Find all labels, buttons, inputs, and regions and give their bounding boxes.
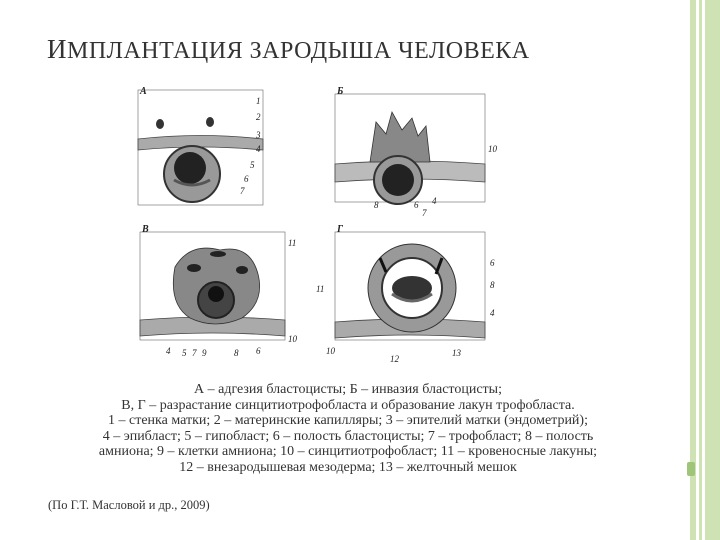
figure-caption: [38, 382, 658, 475]
panel-a-label: 3: [256, 130, 261, 140]
caption-line: А – адгезия бластоцисты; Б – инвазия бластоцисты;: [194, 382, 502, 397]
caption-line: 4 – эпибласт; 5 – гипобласт; 6 – полость бластоцисты; 7 – трофобласт; 8 – полость: [102, 428, 594, 444]
title-rest: МПЛАНТАЦИЯ ЗАРОДЫША ЧЕЛОВЕКА: [67, 38, 530, 64]
panel-a-label: 6: [244, 174, 249, 184]
panel-g-label: 4: [490, 308, 495, 318]
panel-g-label: 10: [326, 346, 335, 356]
panel-b-label: 7: [422, 208, 427, 218]
implantation-diagram: [130, 82, 520, 362]
panel-a-letter: А: [140, 86, 147, 97]
implantation-figure: [130, 82, 520, 362]
panel-b: [335, 94, 485, 204]
panel-b-letter: Б: [337, 86, 344, 97]
panel-a-label: 4: [256, 144, 261, 154]
panel-v-label: 10: [288, 334, 297, 344]
panel-v-letter: В: [142, 224, 149, 235]
panel-v-label: 9: [202, 348, 207, 358]
figure-source: (По Г.Т. Масловой и др., 2009): [48, 498, 210, 512]
panel-g-label: 8: [490, 280, 495, 290]
panel-g-label: 13: [452, 348, 461, 358]
panel-v: [140, 232, 285, 340]
caption-line: 12 – внезародышевая мезодерма; 13 – желточный мешок: [179, 459, 517, 475]
panel-g: [335, 232, 485, 340]
panel-v-label: 5: [182, 348, 187, 358]
panel-a-label: 1: [256, 96, 261, 106]
panel-b-label: 6: [414, 200, 419, 210]
caption-line: 1 – стенка матки; 2 – материнские капилляры; 3 – эпителий матки (эндометрий);: [108, 413, 588, 428]
panel-b-label: 10: [488, 144, 497, 154]
panel-a-label: 2: [256, 112, 261, 122]
caption-line: В, Г – разрастание синцитиотрофобласта и образование лакун трофобласта.: [121, 397, 575, 413]
panel-g-label: 6: [490, 258, 495, 268]
panel-b-label: 8: [374, 200, 379, 210]
border-marker: [687, 462, 695, 476]
panel-v-label: 4: [166, 346, 171, 356]
slide-border-right: [690, 0, 720, 540]
caption-line: амниона; 9 – клетки амниона; 10 – синцитиотрофобласт; 11 – кровеносные лакуны;: [98, 444, 598, 459]
panel-g-label: 12: [390, 354, 399, 364]
panel-v-label: 6: [256, 346, 261, 356]
slide-title: [47, 34, 530, 65]
panel-a-label: 7: [240, 186, 245, 196]
panel-a-label: 5: [250, 160, 255, 170]
title-initial: И: [47, 34, 67, 64]
panel-v-label: 11: [288, 238, 297, 248]
panel-v-label: 7: [192, 348, 197, 358]
panel-g-label: 11: [316, 284, 325, 294]
panel-v-label: 8: [234, 348, 239, 358]
panel-b-label: 4: [432, 196, 437, 206]
panel-g-letter: Г: [337, 224, 344, 235]
